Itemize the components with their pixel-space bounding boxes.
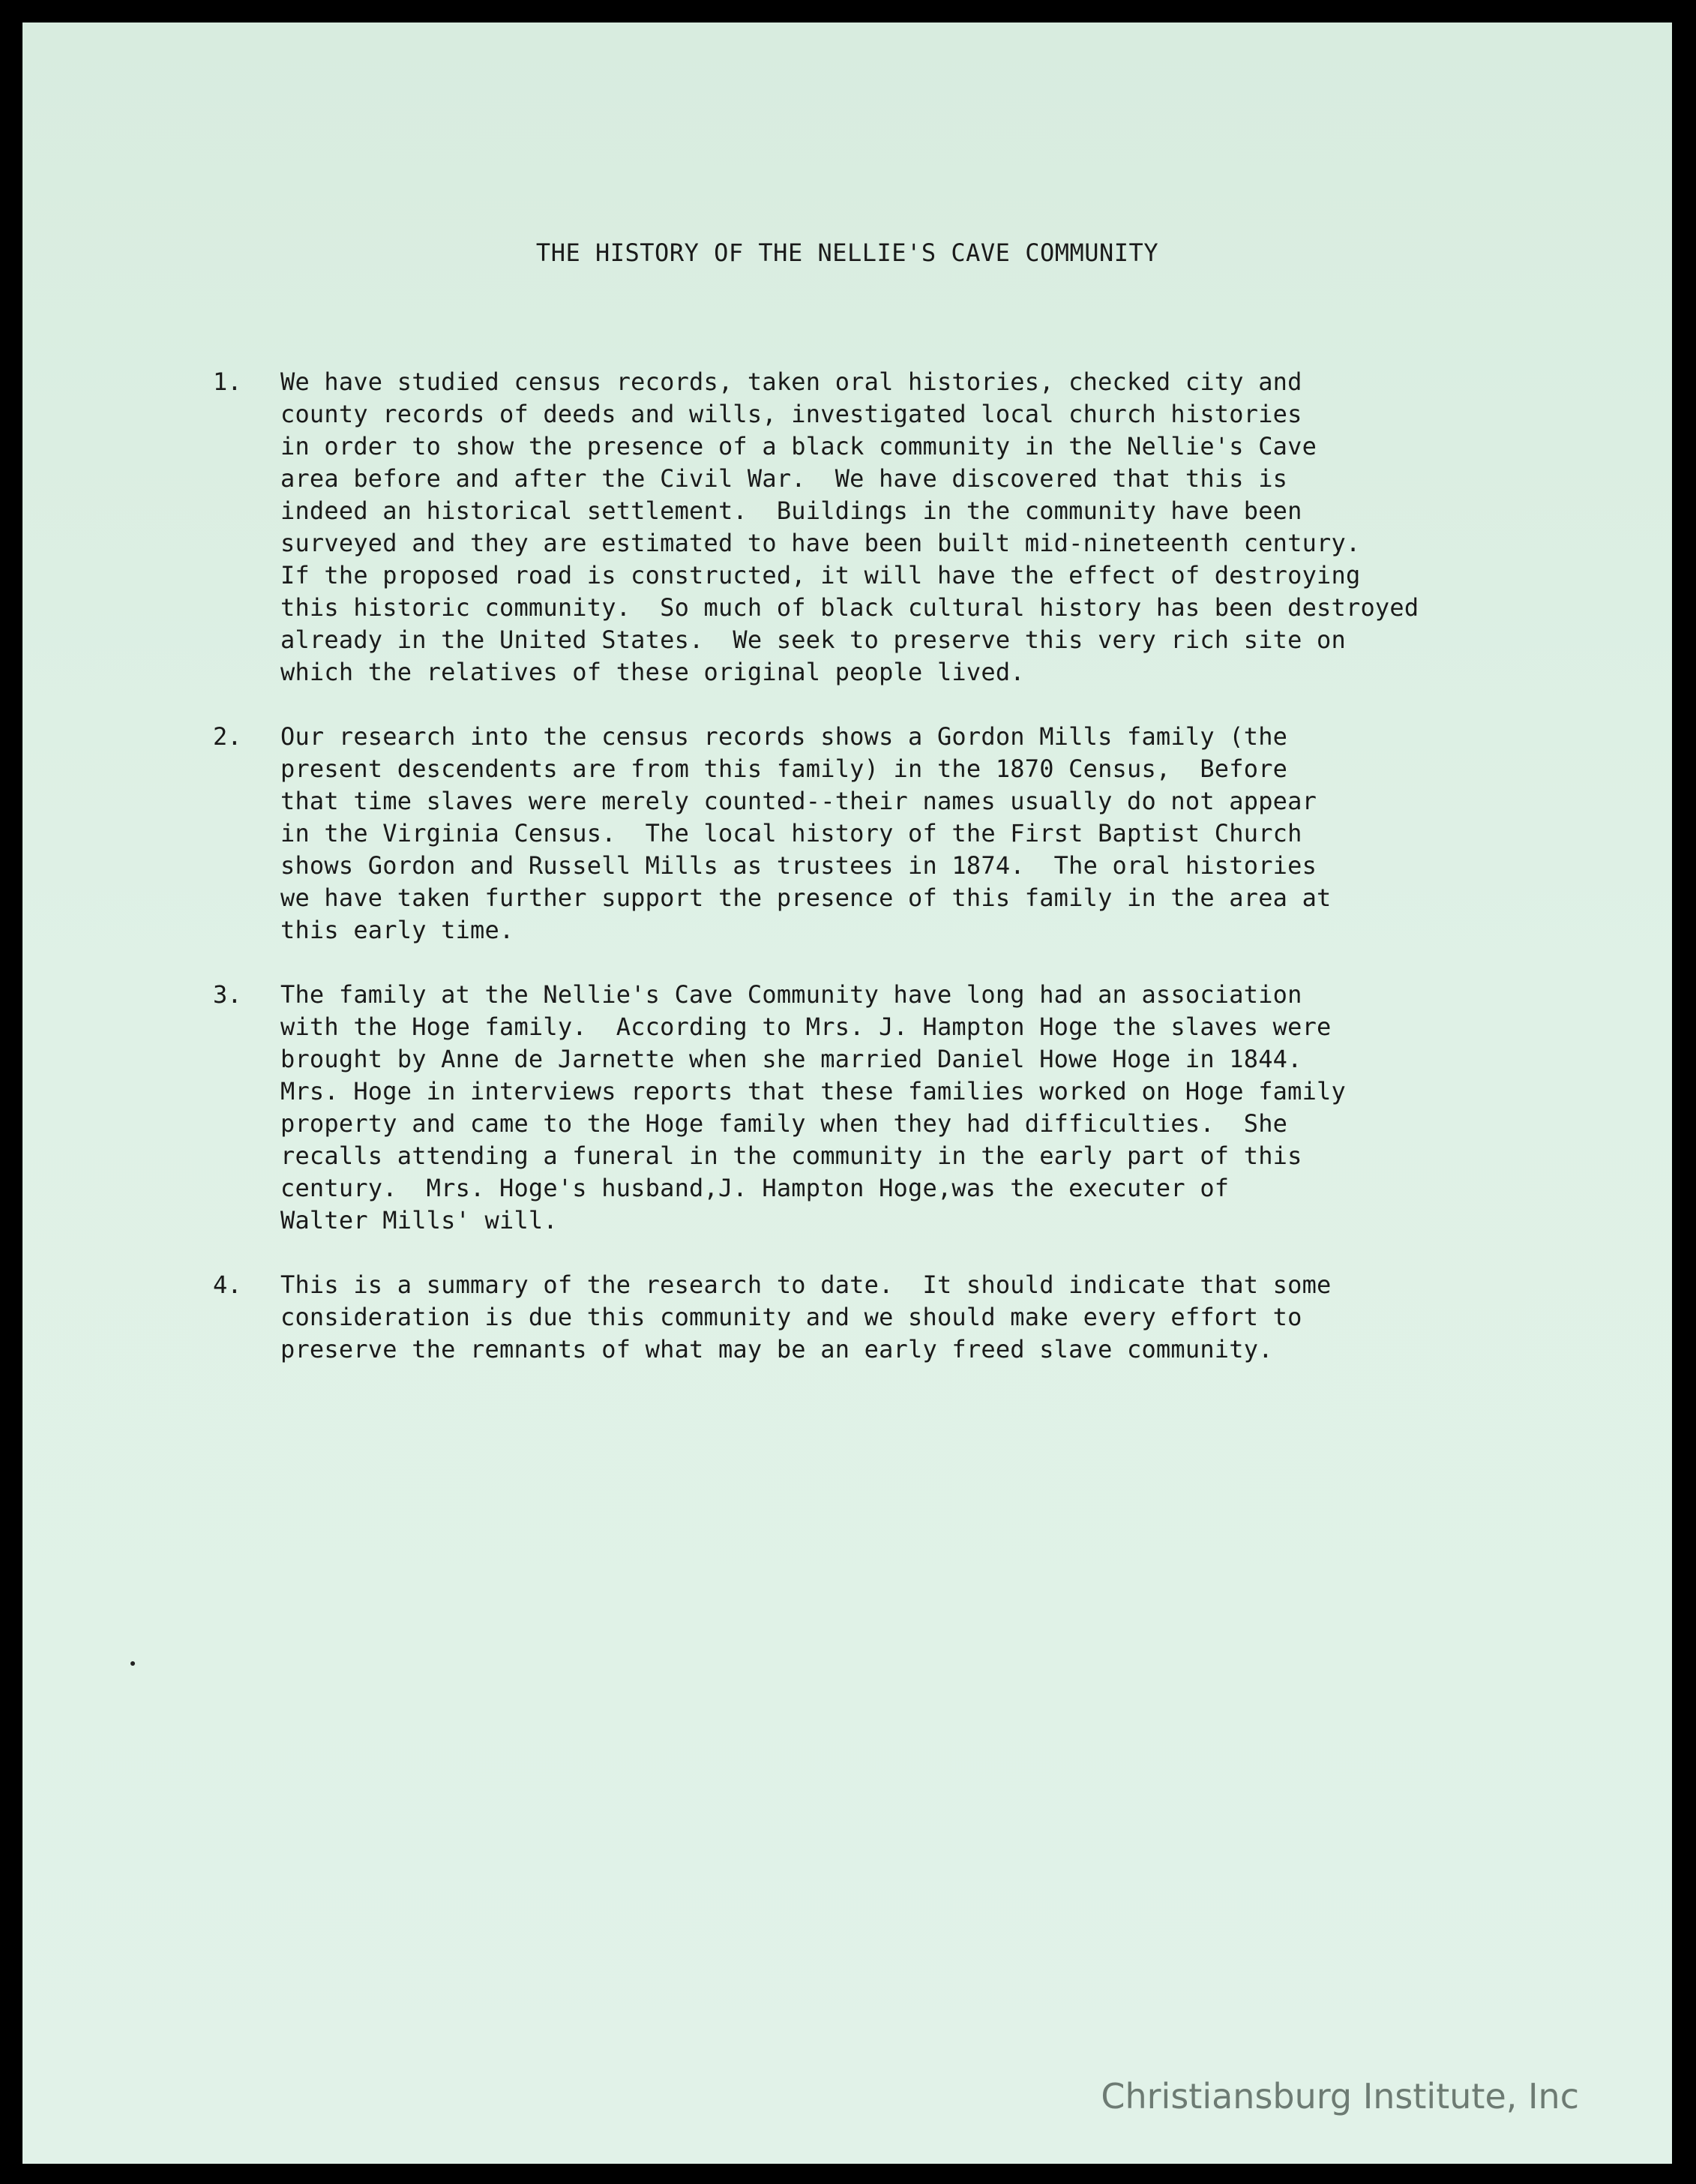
list-item: [213, 721, 1600, 946]
text-line: which the relatives of these original people lived.: [280, 658, 1025, 686]
item-number: 1.: [213, 368, 242, 396]
text-line: indeed an historical settlement. Buildings in the community have been: [280, 496, 1302, 525]
text-line: Walter Mills' will.: [280, 1206, 558, 1234]
text-line: already in the United States. We seek to preserve this very rich site on: [280, 626, 1346, 654]
text-line: Our research into the census records shows a Gordon Mills family (the: [280, 722, 1288, 751]
text-line: This is a summary of the research to date. It should indicate that some: [280, 1270, 1332, 1299]
text-line: Mrs. Hoge in interviews reports that these families worked on Hoge family: [280, 1077, 1346, 1106]
text-line: county records of deeds and wills, investigated local church histories: [280, 400, 1302, 428]
text-line: in order to show the presence of a black community in the Nellie's Cave: [280, 432, 1317, 460]
item-number: 2.: [213, 722, 242, 751]
text-line: preserve the remnants of what may be an early freed slave community.: [280, 1335, 1273, 1364]
paper-speck: [130, 1661, 135, 1666]
text-line: century. Mrs. Hoge's husband,J. Hampton Hoge,was the executer of: [280, 1174, 1230, 1202]
text-line: If the proposed road is constructed, it will have the effect of destroying: [280, 561, 1361, 590]
document-page: [22, 22, 1672, 2164]
text-line: this early time.: [280, 916, 514, 944]
text-line: consideration is due this community and we should make every effort to: [280, 1303, 1302, 1331]
item-number: 4.: [213, 1270, 242, 1299]
text-line: brought by Anne de Jarnette when she married Daniel Howe Hoge in 1844.: [280, 1045, 1302, 1073]
text-line: present descendents are from this family) in the 1870 Census, Before: [280, 754, 1288, 783]
text-line: property and came to the Hoge family when they had difficulties. She: [280, 1109, 1288, 1138]
text-line: this historic community. So much of black cultural history has been destroyed: [280, 593, 1419, 622]
text-line: surveyed and they are estimated to have been built mid-nineteenth century.: [280, 529, 1361, 557]
text-line: The family at the Nellie's Cave Community have long had an association: [280, 980, 1302, 1009]
watermark: Christiansburg Institute, Inc: [1101, 2076, 1579, 2116]
list-item: [213, 1269, 1600, 1366]
text-line: recalls attending a funeral in the community in the early part of this: [280, 1142, 1302, 1170]
list-item: [213, 366, 1600, 688]
text-line: with the Hoge family. According to Mrs. J. Hampton Hoge the slaves were: [280, 1012, 1332, 1041]
document-title: THE HISTORY OF THE NELLIE'S CAVE COMMUNITY: [535, 238, 1159, 267]
text-line: we have taken further support the presence of this family in the area at: [280, 884, 1332, 912]
text-line: that time slaves were merely counted--their names usually do not appear: [280, 787, 1317, 815]
numbered-list: [213, 366, 1600, 1398]
text-line: We have studied census records, taken oral histories, checked city and: [280, 368, 1302, 396]
text-line: in the Virginia Census. The local history of the First Baptist Church: [280, 819, 1302, 848]
text-line: area before and after the Civil War. We have discovered that this is: [280, 464, 1288, 493]
item-number: 3.: [213, 980, 242, 1009]
text-line: shows Gordon and Russell Mills as trustees in 1874. The oral histories: [280, 851, 1317, 880]
list-item: [213, 979, 1600, 1237]
